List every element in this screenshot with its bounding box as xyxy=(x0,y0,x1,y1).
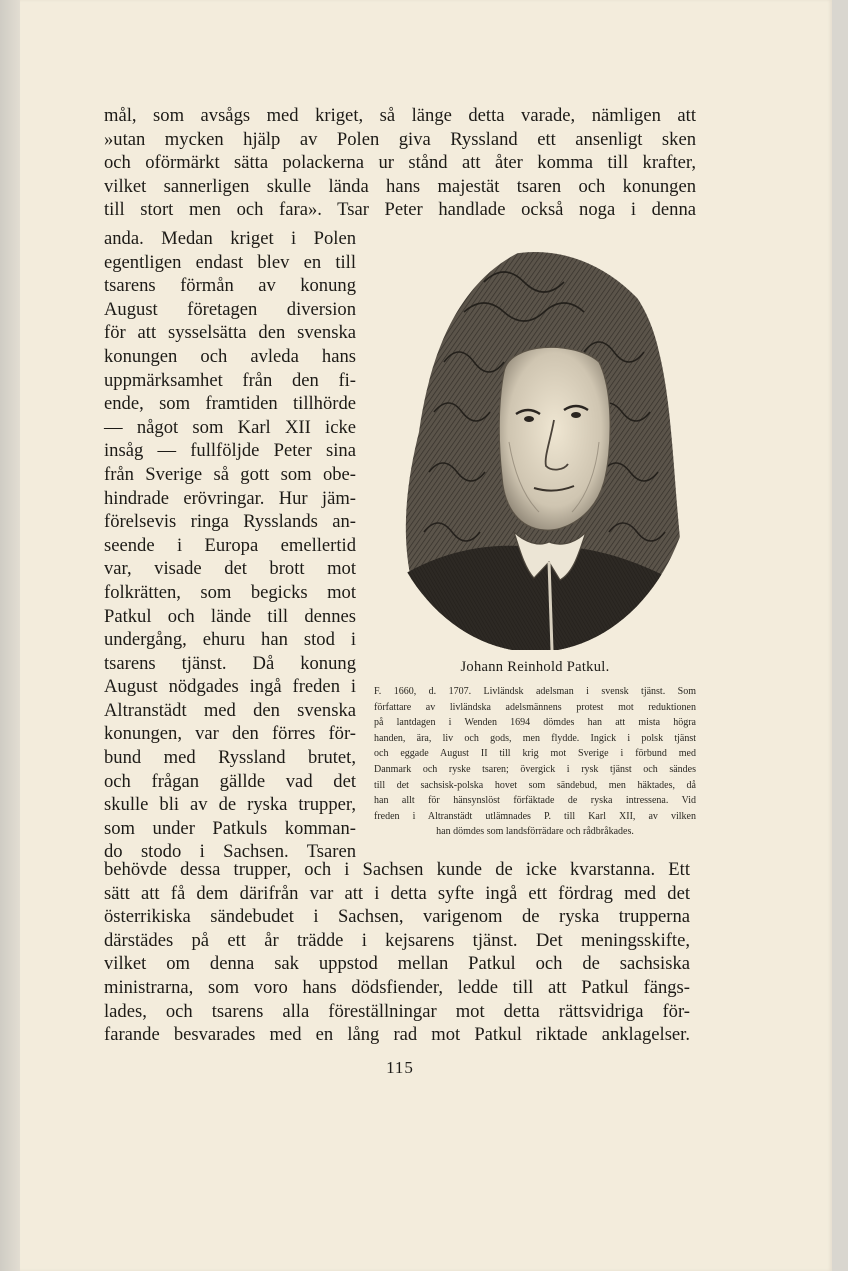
text-line: uppmärksamhet från den fi- xyxy=(104,369,356,391)
portrait-illustration xyxy=(374,242,696,650)
bottom-paragraph xyxy=(104,858,690,1047)
caption-title: Johann Reinhold Patkul. xyxy=(460,659,610,675)
caption-line: på lantdagen i Wenden 1694 dömdes han att mista högra xyxy=(374,717,696,729)
caption-line: F. 1660, d. 1707. Livländsk adelsman i svensk tjänst. Som xyxy=(374,686,696,697)
caption-line: till det sachsisk-polska hovet som sändebud, men häktades, då xyxy=(374,779,696,791)
text-line: som under Patkuls komman- xyxy=(104,817,356,839)
text-line: ministrarna, som voro hans dödsfiender, ledde till att Patkul fängs- xyxy=(104,976,690,998)
page-edge xyxy=(0,0,20,1271)
text-line: konungen, var den förres för- xyxy=(104,723,356,745)
text-line: sätt att få dem därifrån var att i detta syfte ingå ett fördrag med det xyxy=(104,882,690,904)
text-line: insåg — fullföljde Peter sina xyxy=(104,440,356,462)
text-line: hindrade erövringar. Hur jäm- xyxy=(104,487,356,509)
text-line: August nödgades ingå freden i xyxy=(104,676,356,698)
text-line: lades, och tsarens alla föreställningar mot detta rättsvidriga för- xyxy=(104,1000,690,1022)
text-line: seende i Europa emellertid xyxy=(104,534,356,556)
text-line: skulle bli av de ryska trupper, xyxy=(104,794,356,816)
text-line: österrikiska sändebudet i Sachsen, varigenom de ryska trupperna xyxy=(104,906,690,928)
text-line: till stort men och fara». Tsar Peter handlade också noga i denna xyxy=(104,199,696,221)
text-line: behövde dessa trupper, och i Sachsen kunde de icke kvarstanna. Ett xyxy=(104,859,690,880)
text-line: vilket om denna sak uppstod mellan Patkul och de sachsiska xyxy=(104,953,690,975)
text-line: bund med Ryssland brutet, xyxy=(104,747,356,769)
text-line: Patkul och lände till dennes xyxy=(104,605,356,627)
text-line: undergång, ehuru han stod i xyxy=(104,629,356,651)
top-paragraph xyxy=(104,104,696,222)
text-line: anda. Medan kriget i Polen xyxy=(104,228,356,249)
caption-body xyxy=(374,684,696,840)
text-line: för att sysselsätta den svenska xyxy=(104,322,356,344)
caption-line: och eggade August II till krig mot Sverige i förbund med xyxy=(374,748,696,760)
text-line: Altranstädt med den svenska xyxy=(104,699,356,721)
text-line: konungen och avleda hans xyxy=(104,345,356,367)
text-line: — något som Karl XII icke xyxy=(104,416,356,438)
text-line: därstädes på ett år trädde i kejsarens tjänst. Det meningsskifte, xyxy=(104,929,690,951)
portrait-engraving xyxy=(374,242,696,650)
caption-line: han allt för hänsynslöst förfäktade de ryska intressena. Vid xyxy=(374,795,696,807)
text-line: och frågan gällde vad det xyxy=(104,770,356,792)
text-line: egentligen endast blev en till xyxy=(104,251,356,273)
caption-line: Danmark och ryske tsaren; övergick i rysk tjänst och sändes xyxy=(374,763,696,775)
text-line: från Sverige så gott som obe- xyxy=(104,463,356,485)
caption-line: författare av livländska adelsmännens protest mot reduktionen xyxy=(374,701,696,713)
text-line: tsarens förmån av konung xyxy=(104,275,356,297)
text-line: August företagen diversion xyxy=(104,298,356,320)
text-line: mål, som avsågs med kriget, så länge detta varade, nämligen att xyxy=(104,105,696,126)
text-line: förelsevis ringa Rysslands an- xyxy=(104,511,356,533)
text-line: tsarens tjänst. Då konung xyxy=(104,652,356,674)
caption-line: han dömdes som landsförrädare och rådbråkades. xyxy=(436,826,634,838)
page-number: 115 xyxy=(386,1058,414,1077)
text-line: var, visade det brott mot xyxy=(104,558,356,580)
text-line: ende, som framtiden tillhörde xyxy=(104,393,356,415)
left-column-text xyxy=(104,227,356,864)
caption-line: handen, ära, liv och gods, men flydde. Ingick i polsk tjänst xyxy=(374,732,696,744)
text-line: folkrätten, som begicks mot xyxy=(104,581,356,603)
text-line: vilket sannerligen skulle lända hans majestät tsaren och konungen xyxy=(104,175,696,197)
caption-line: freden i Altranstädt utlämnades P. till Karl XII, av vilken xyxy=(374,810,696,822)
text-line: do stodo i Sachsen. Tsaren xyxy=(104,841,356,863)
text-line: »utan mycken hjälp av Polen giva Ryssland ett ansenligt sken xyxy=(104,128,696,150)
text-line: och oförmärkt sätta polackerna ur stånd att åter komma till krafter, xyxy=(104,152,696,174)
text-line: farande besvarades med en lång rad mot Patkul riktade anklagelser. xyxy=(104,1024,690,1046)
